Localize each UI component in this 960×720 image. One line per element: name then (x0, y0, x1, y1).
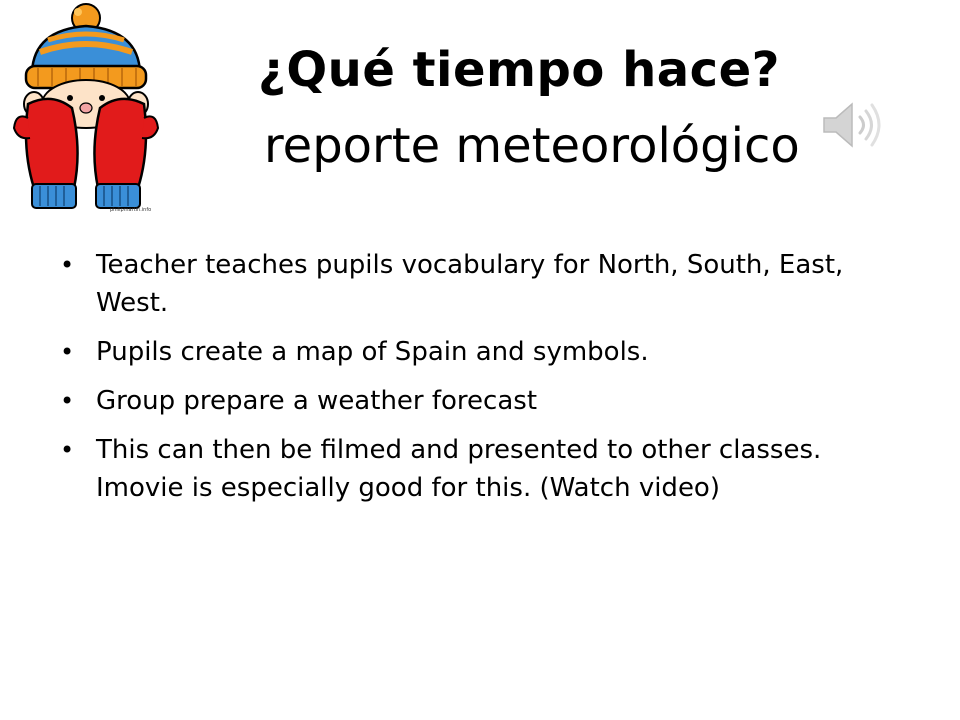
speaker-icon[interactable] (820, 100, 886, 150)
bullet-text: This can then be filmed and presented to other classes. Imovie is especially good for this. (Watch video) (96, 435, 822, 503)
bullet-text: Teacher teaches pupils vocabulary for North, South, East, West. (96, 250, 844, 318)
bullet-dot-icon: • (60, 338, 75, 366)
bullet-dot-icon: • (60, 436, 75, 464)
bullet-item (60, 382, 910, 420)
slide-subtitle: reporte meteorológico (264, 118, 800, 174)
slide-title: ¿Qué tiempo hace? (258, 42, 781, 98)
bullet-dot-icon: • (60, 251, 75, 279)
clipart-credit: philipmartin.info (110, 207, 152, 213)
bullet-list (60, 246, 910, 518)
bullet-item (60, 431, 910, 507)
bullet-dot-icon: • (60, 387, 75, 415)
bullet-item (60, 246, 910, 322)
child-winter-clipart-icon (4, 0, 164, 220)
bullet-item (60, 333, 910, 371)
bullet-text: Group prepare a weather forecast (96, 386, 538, 416)
bullet-text: Pupils create a map of Spain and symbols. (96, 337, 649, 367)
